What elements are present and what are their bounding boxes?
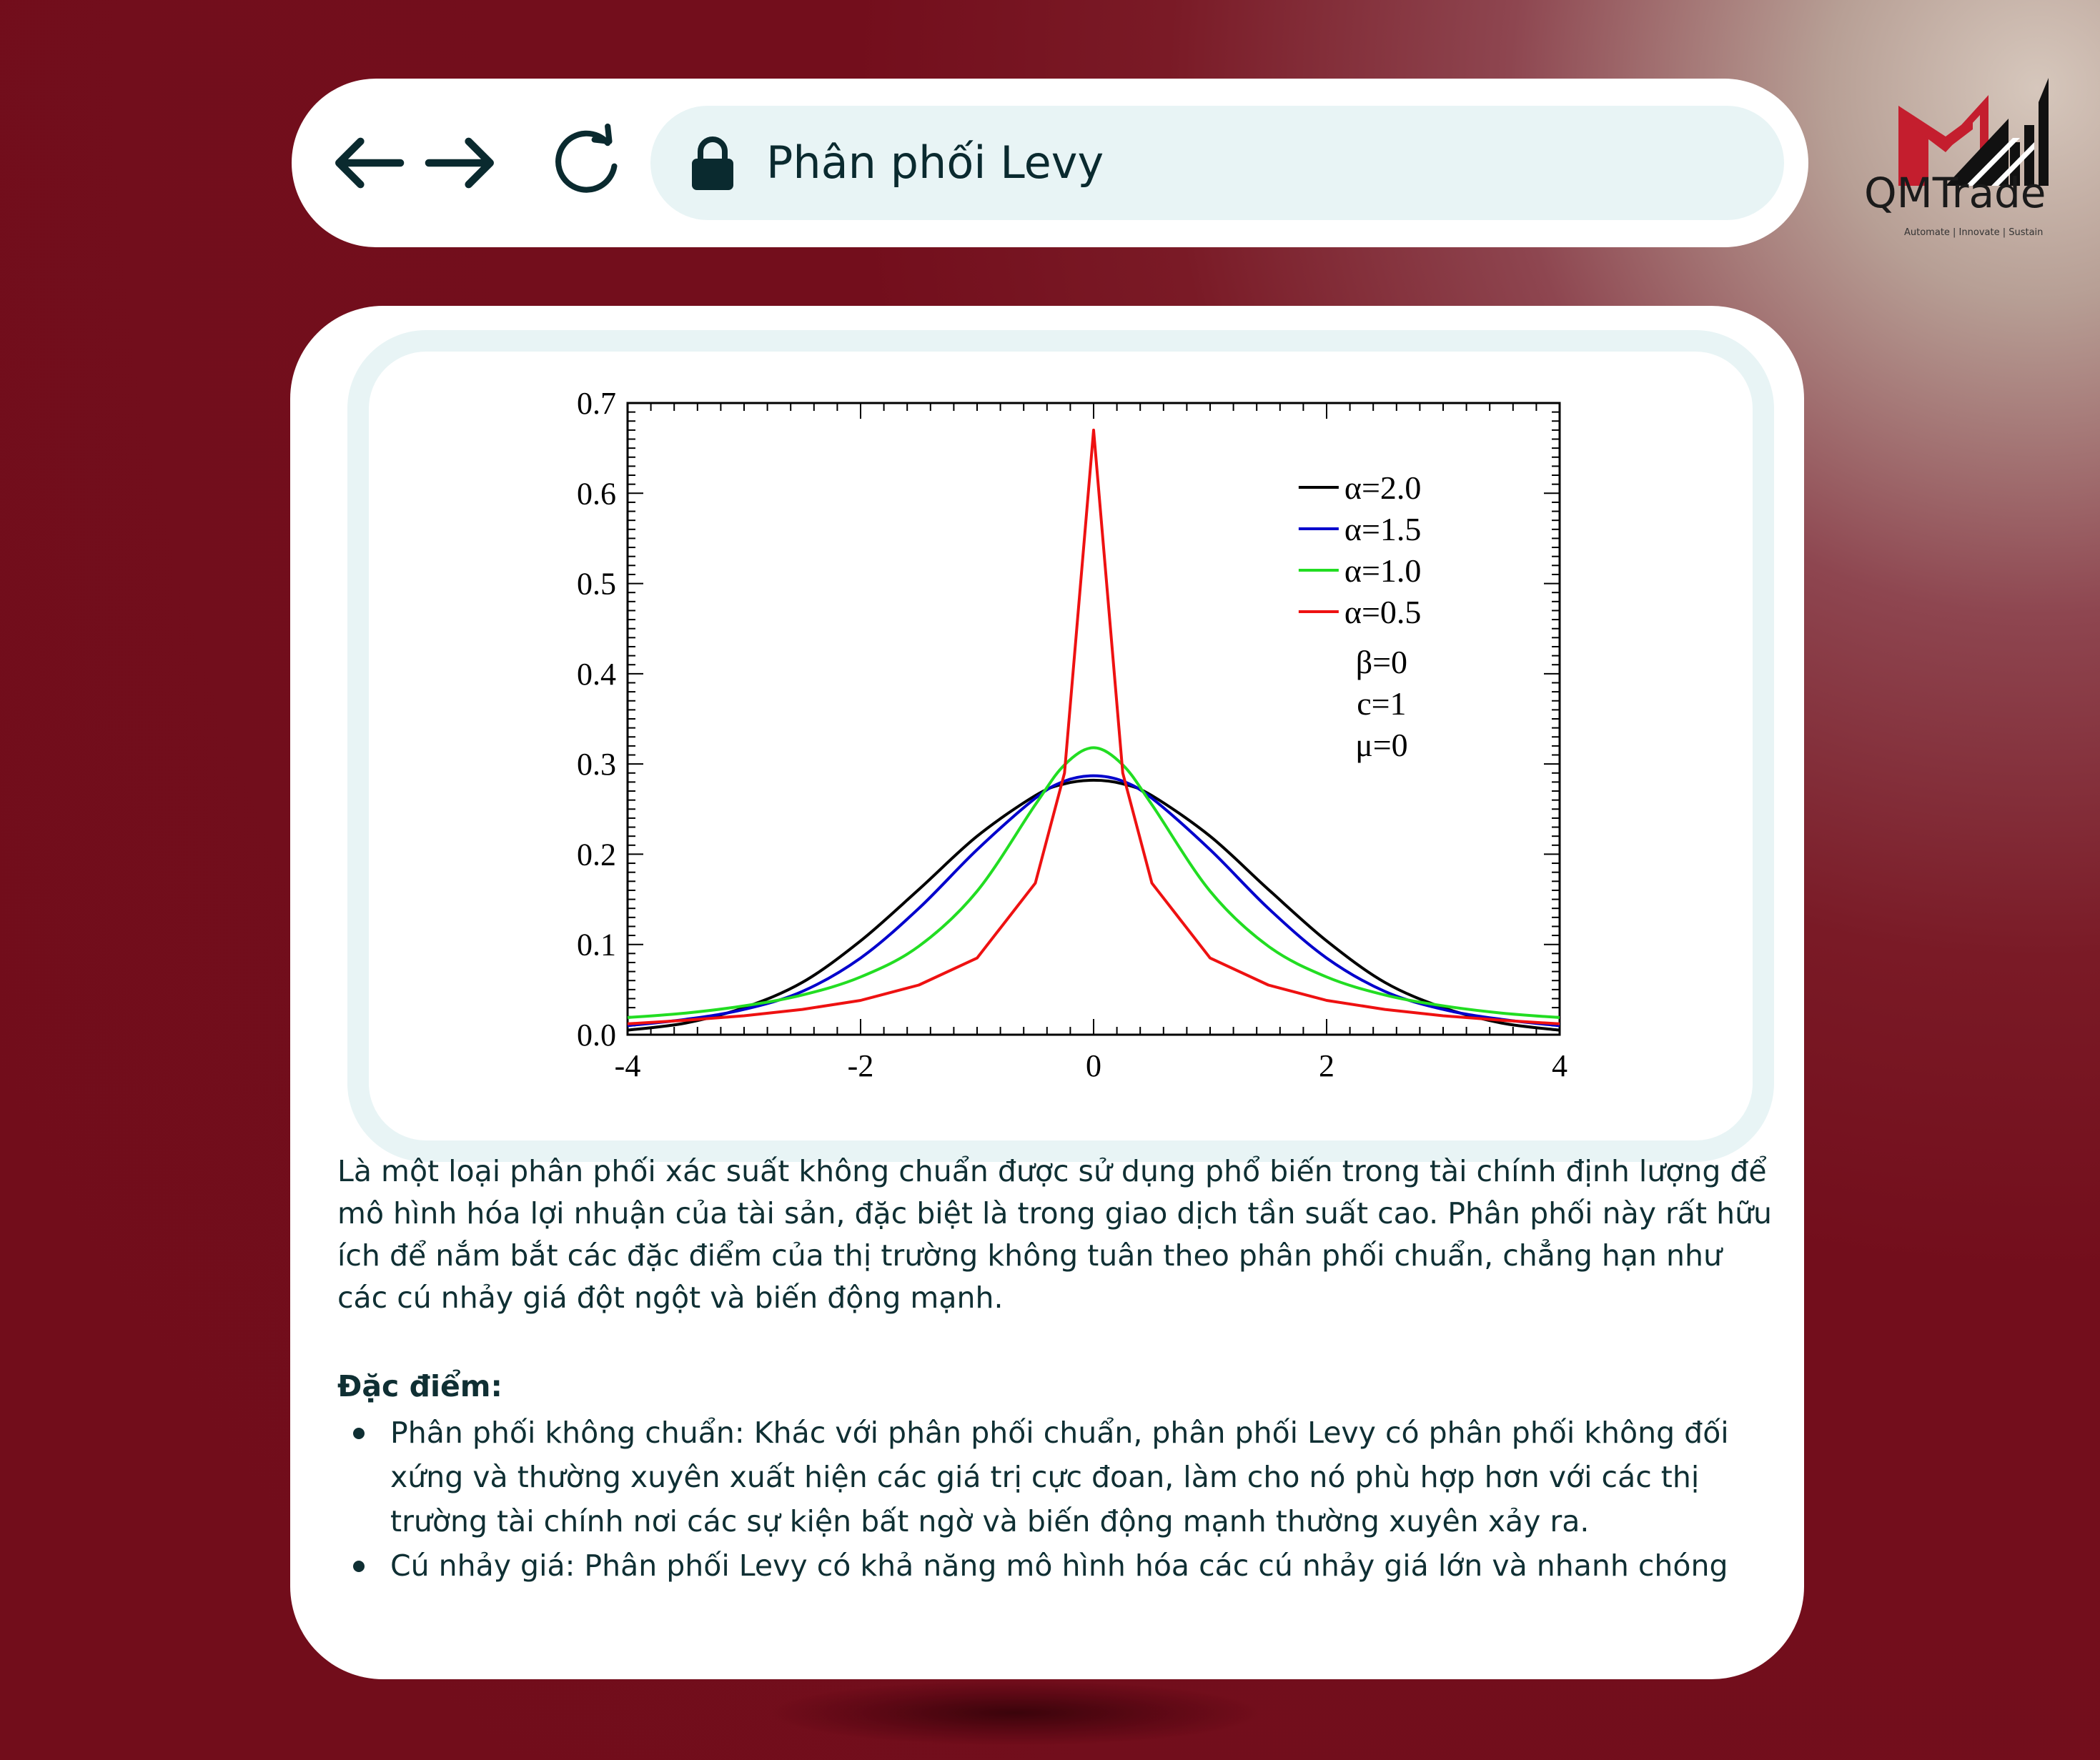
- chart-frame: [347, 330, 1774, 1162]
- legend-label: α=0.5: [1344, 594, 1422, 630]
- series-line: [628, 747, 1560, 1018]
- back-arrow-icon[interactable]: [327, 121, 410, 204]
- reload-icon[interactable]: [545, 121, 628, 204]
- card-shadow: [772, 1681, 1258, 1745]
- chart-annotation: μ=0: [1355, 727, 1408, 763]
- series-line: [628, 780, 1560, 1030]
- y-tick-label: 0.7: [577, 386, 616, 421]
- features-title: Đặc điểm:: [337, 1369, 502, 1403]
- brand-name: QMTrade: [1864, 169, 2046, 217]
- x-tick-label: 4: [1552, 1048, 1567, 1083]
- list-item: [337, 1543, 1774, 1588]
- feature-text: Phân phối không chuẩn: Khác với phân phối chuẩn, phân phối Levy có phân phối không đối xứng và thường xuyên xuất hiện các giá trị cực đoan, làm cho nó phù hợp hơn với các thị trường tài chính nơi các sự kiện bất ngờ và biến động mạnh thường xuyên xảy ra.: [390, 1416, 1729, 1538]
- x-tick-label: -4: [614, 1048, 641, 1083]
- x-tick-label: 0: [1086, 1048, 1101, 1083]
- browser-address-bar: [292, 79, 1808, 247]
- y-tick-label: 0.1: [577, 927, 616, 963]
- y-tick-label: 0.5: [577, 566, 616, 602]
- y-tick-label: 0.3: [577, 747, 616, 782]
- y-tick-label: 0.2: [577, 837, 616, 872]
- qmtrade-logo-icon: [1858, 41, 2073, 249]
- legend-label: α=2.0: [1344, 469, 1422, 506]
- series-line: [628, 776, 1560, 1026]
- y-tick-label: 0.4: [577, 656, 616, 692]
- forward-arrow-icon[interactable]: [419, 121, 502, 204]
- address-field[interactable]: [650, 106, 1784, 220]
- bullet-icon: [353, 1428, 365, 1439]
- content-card: [290, 306, 1804, 1679]
- legend-label: α=1.5: [1344, 511, 1422, 547]
- y-tick-label: 0.0: [577, 1018, 616, 1053]
- description-paragraph: Là một loại phân phối xác suất không chuẩn được sử dụng phổ biến trong tài chính định lượng để mô hình hóa lợi nhuận của tài sản, đặc biệt là trong giao dịch tần suất cao. Phân phối này rất hữu ích để nắm bắt các đặc điểm của thị trường không tuân theo phân phối chuẩn, chẳng hạn như các cú nhảy giá đột ngột và biến động mạnh.: [337, 1154, 1773, 1315]
- x-tick-label: -2: [847, 1048, 874, 1083]
- levy-distribution-chart: [369, 352, 1753, 1140]
- feature-text: Cú nhảy giá: Phân phối Levy có khả năng mô hình hóa các cú nhảy giá lớn và nhanh chóng: [390, 1548, 1728, 1583]
- chart-annotation: β=0: [1355, 644, 1408, 680]
- chart-annotation: c=1: [1357, 685, 1407, 722]
- list-item: [337, 1411, 1774, 1543]
- x-tick-label: 2: [1319, 1048, 1334, 1083]
- address-title: Phân phối Levy: [766, 136, 1104, 189]
- lock-icon: [690, 136, 735, 190]
- bullet-icon: [353, 1561, 365, 1572]
- y-tick-label: 0.6: [577, 476, 616, 512]
- legend-label: α=1.0: [1344, 552, 1422, 589]
- features-list: [337, 1411, 1774, 1588]
- brand-tagline: Automate | Innovate | Sustain: [1904, 227, 2044, 238]
